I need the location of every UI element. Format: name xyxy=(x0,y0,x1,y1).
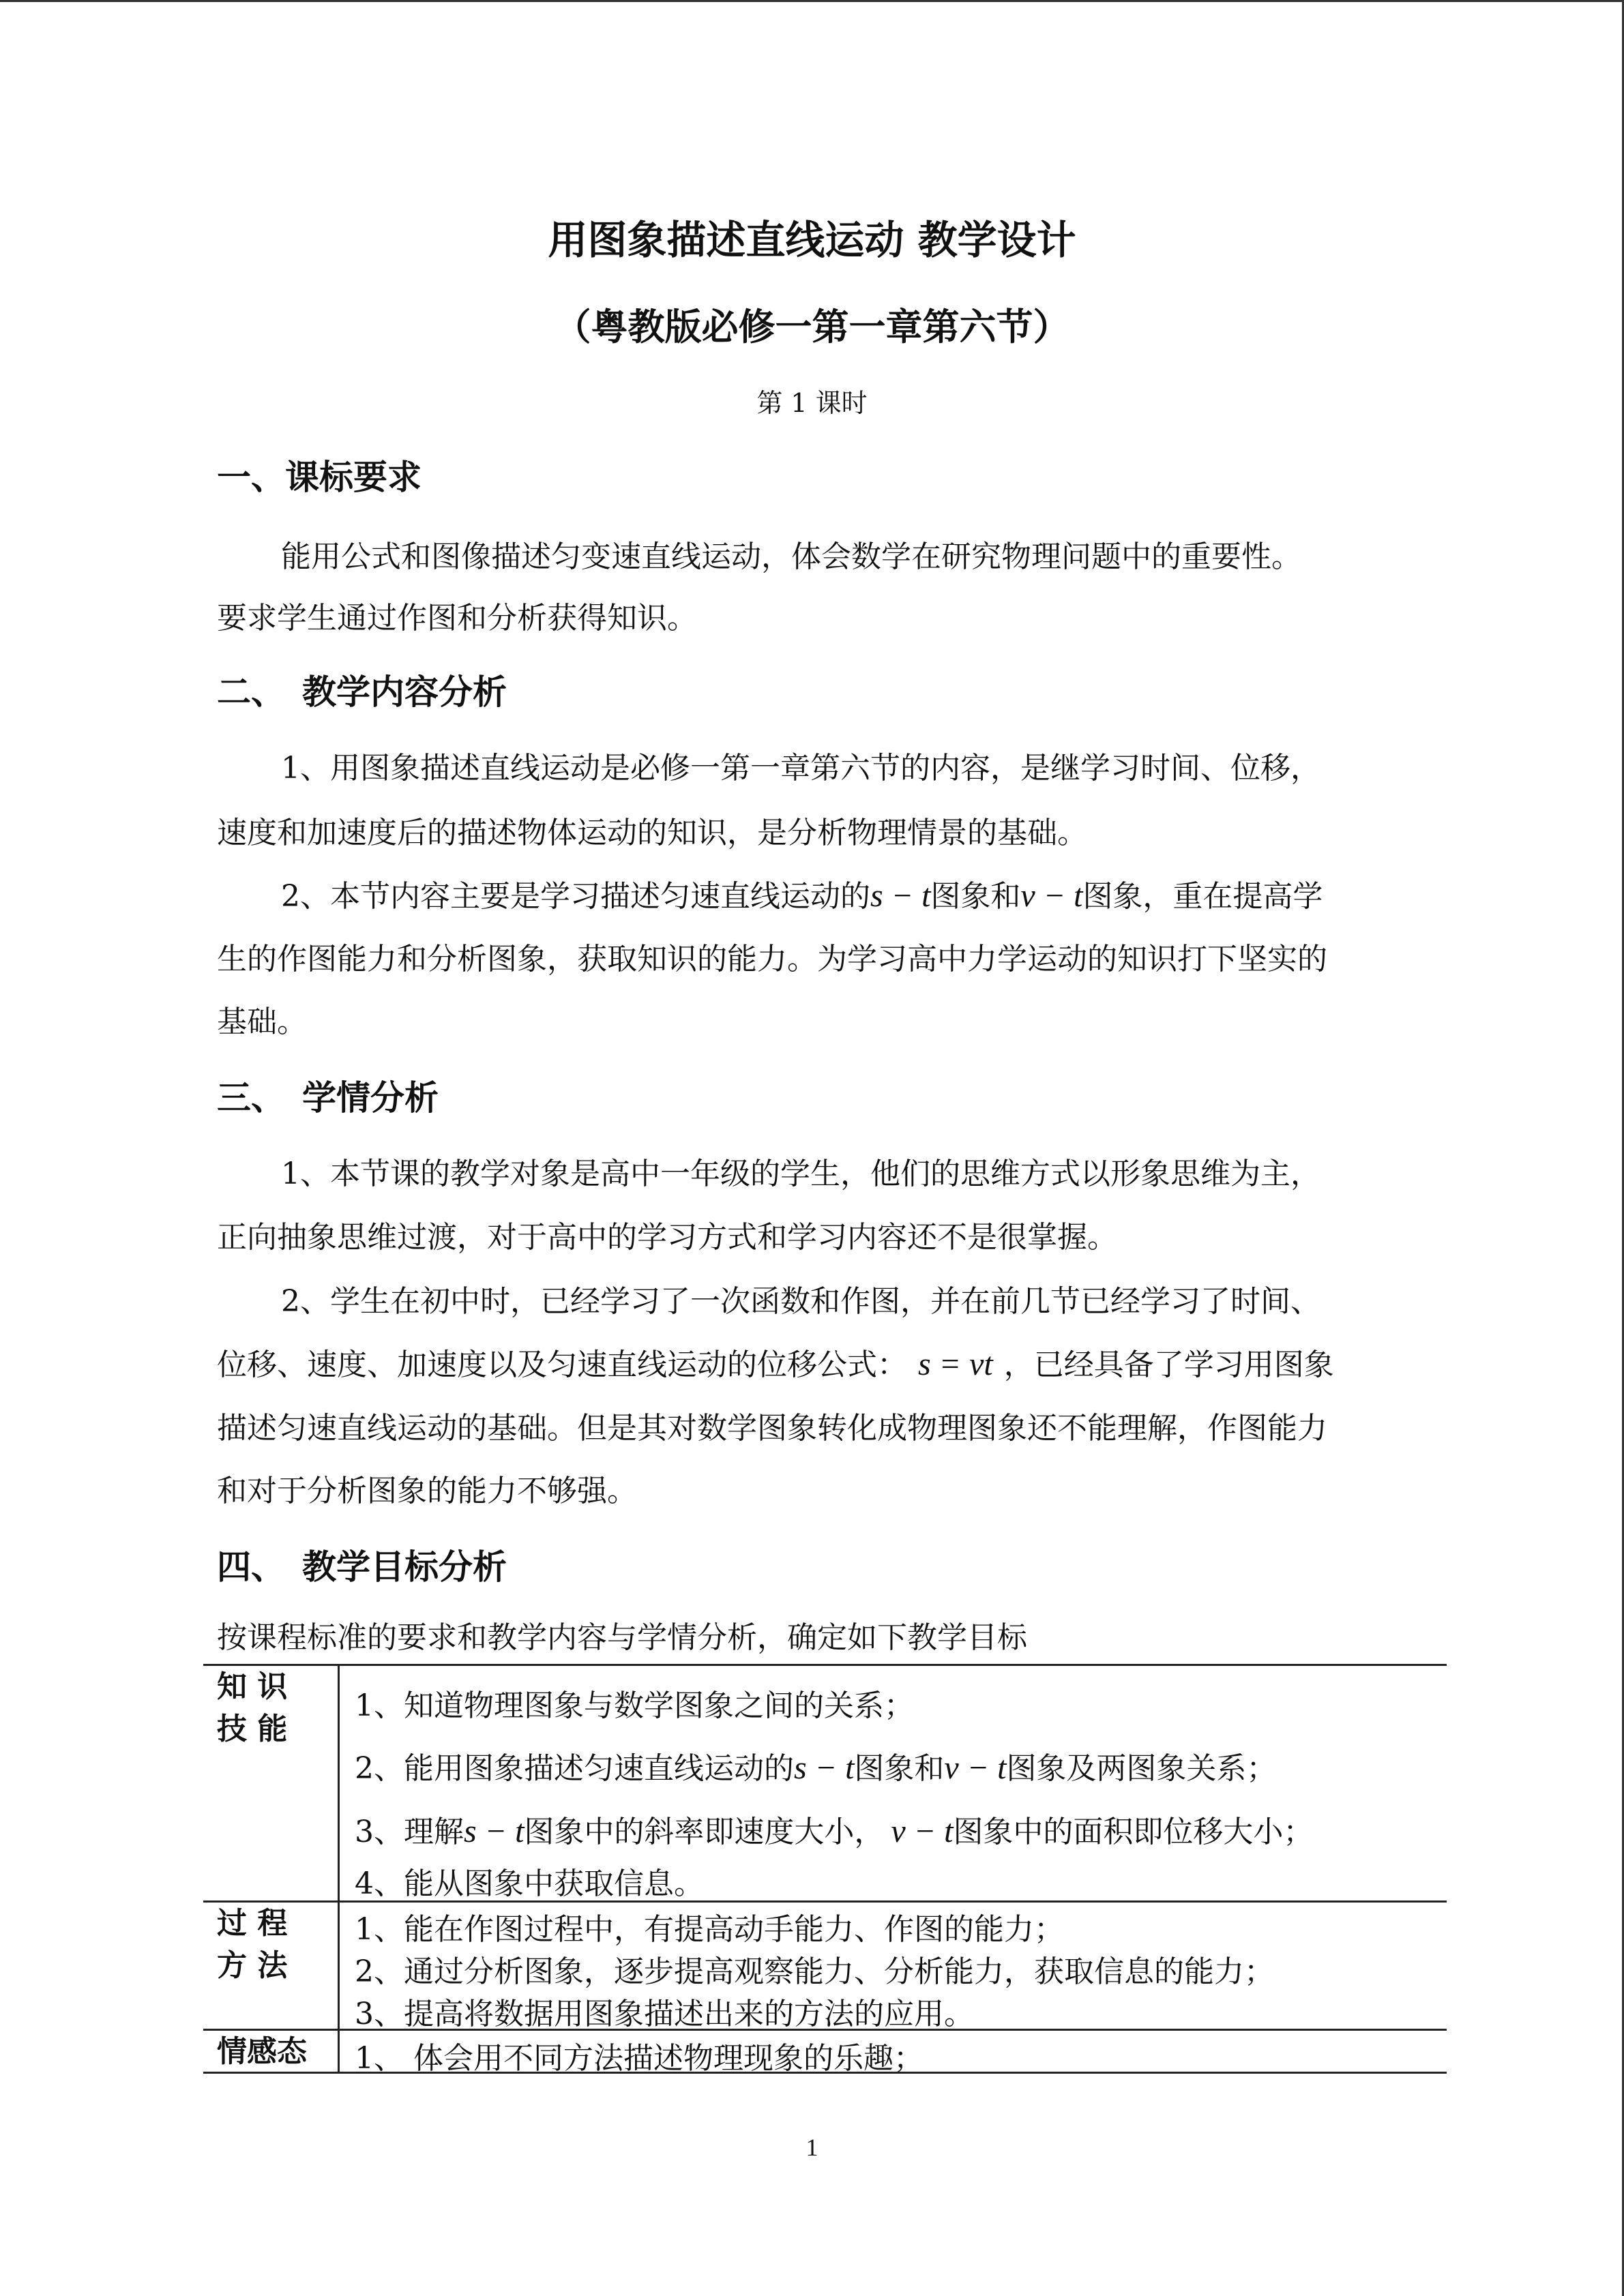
math-v-t: v − t xyxy=(944,1750,1007,1786)
math-s-t: s − t xyxy=(794,1750,855,1786)
table-cell-text: 3、提高将数据用图象描述出来的方法的应用。 xyxy=(355,1997,974,2031)
table-cell-line: 2、能用图象描述匀速直线运动的s − t图象和v − t图象及两图象关系； xyxy=(355,1750,1277,1786)
math-s-eq-vt: s = vt xyxy=(918,1346,993,1382)
section-heading-2: 二、 教学内容分析 xyxy=(217,672,507,712)
paragraph-text: 位移、速度、加速度以及匀速直线运动的位移公式： xyxy=(217,1347,907,1382)
paragraph-text: 正向抽象思维过渡，对于高中的学习方式和学习内容还不是很掌握。 xyxy=(217,1220,1117,1255)
paragraph-text: 1、本节课的教学对象是高中一年级的学生，他们的思维方式以形象思维为主， xyxy=(281,1157,1320,1191)
document-subtitle: （粤教版必修一第一章第六节） xyxy=(554,305,1070,348)
page-top-border xyxy=(0,0,1624,2)
page-number: 1 xyxy=(806,2134,818,2161)
paragraph-line xyxy=(217,1340,1334,1384)
paragraph-text: 图象，重在提高学 xyxy=(1082,879,1323,914)
math-v-t: v − t xyxy=(891,1813,954,1849)
section-heading-1: 一、课标要求 xyxy=(217,458,422,497)
table-row-label: 知 识 技 能 xyxy=(217,1669,288,1746)
table-cell-text: 1、知道物理图象与数学图象之间的关系； xyxy=(355,1688,914,1723)
paragraph-text: 要求学生通过作图和分析获得知识。 xyxy=(217,601,697,636)
section-heading-4: 四、 教学目标分析 xyxy=(217,1547,507,1587)
table-row-label: 情感态 xyxy=(217,2034,307,2069)
paragraph-text: 2、学生在初中时，已经学习了一次函数和作图，并在前几节已经学习了时间、 xyxy=(281,1284,1320,1319)
math-s-t: s − t xyxy=(870,878,931,914)
paragraph-text: 按课程标准的要求和教学内容与学情分析，确定如下教学目标 xyxy=(217,1620,1027,1655)
paragraph-text: 描述匀速直线运动的基础。但是其对数学图象转化成物理图象还不能理解，作图能力 xyxy=(217,1411,1327,1446)
paragraph-text: 1、用图象描述直线运动是必修一第一章第六节的内容，是继学习时间、位移， xyxy=(281,751,1320,786)
table-cell-line: 3、理解s − t图象中的斜率即速度大小， v − t图象中的面积即位移大小； xyxy=(355,1813,1314,1849)
table-cell-text: 2、通过分析图象，逐步提高观察能力、分析能力，获取信息的能力； xyxy=(355,1954,1274,1989)
paragraph-text: 图象和 xyxy=(930,879,1021,914)
paragraph-line xyxy=(281,871,1323,915)
paragraph-text: 速度和加速度后的描述物体运动的知识，是分析物理情景的基础。 xyxy=(217,816,1087,850)
section-heading-3: 三、 学情分析 xyxy=(217,1078,439,1118)
table-cell-text: 4、能从图象中获取信息。 xyxy=(355,1866,704,1901)
document-title: 用图象描述直线运动 教学设计 xyxy=(548,217,1076,263)
paragraph-text: 生的作图能力和分析图象，获取知识的能力。为学习高中力学运动的知识打下坚实的 xyxy=(217,942,1327,976)
paragraph-text: 和对于分析图象的能力不够强。 xyxy=(217,1474,637,1508)
paragraph-text: 能用公式和图像描述匀变速直线运动，体会数学在研究物理问题中的重要性。 xyxy=(281,539,1301,574)
math-v-t: v − t xyxy=(1020,878,1083,914)
paragraph-text: 基础。 xyxy=(217,1004,307,1039)
paragraph-text: 2、本节内容主要是学习描述匀速直线运动的 xyxy=(281,879,870,914)
table-cell-text: 1、能在作图过程中，有提高动手能力、作图的能力； xyxy=(355,1912,1064,1947)
math-s-t: s − t xyxy=(464,1813,525,1849)
table-border-top xyxy=(203,1664,1447,1666)
table-cell-text: 1、 体会用不同方法描述物理现象的乐趣； xyxy=(355,2041,924,2076)
paragraph-text: ，已经具备了学习用图象 xyxy=(1003,1347,1334,1382)
lesson-number: 第 1 课时 xyxy=(756,388,868,418)
table-column-divider xyxy=(338,1664,340,2074)
table-row-label: 过 程 方 法 xyxy=(217,1906,288,1983)
